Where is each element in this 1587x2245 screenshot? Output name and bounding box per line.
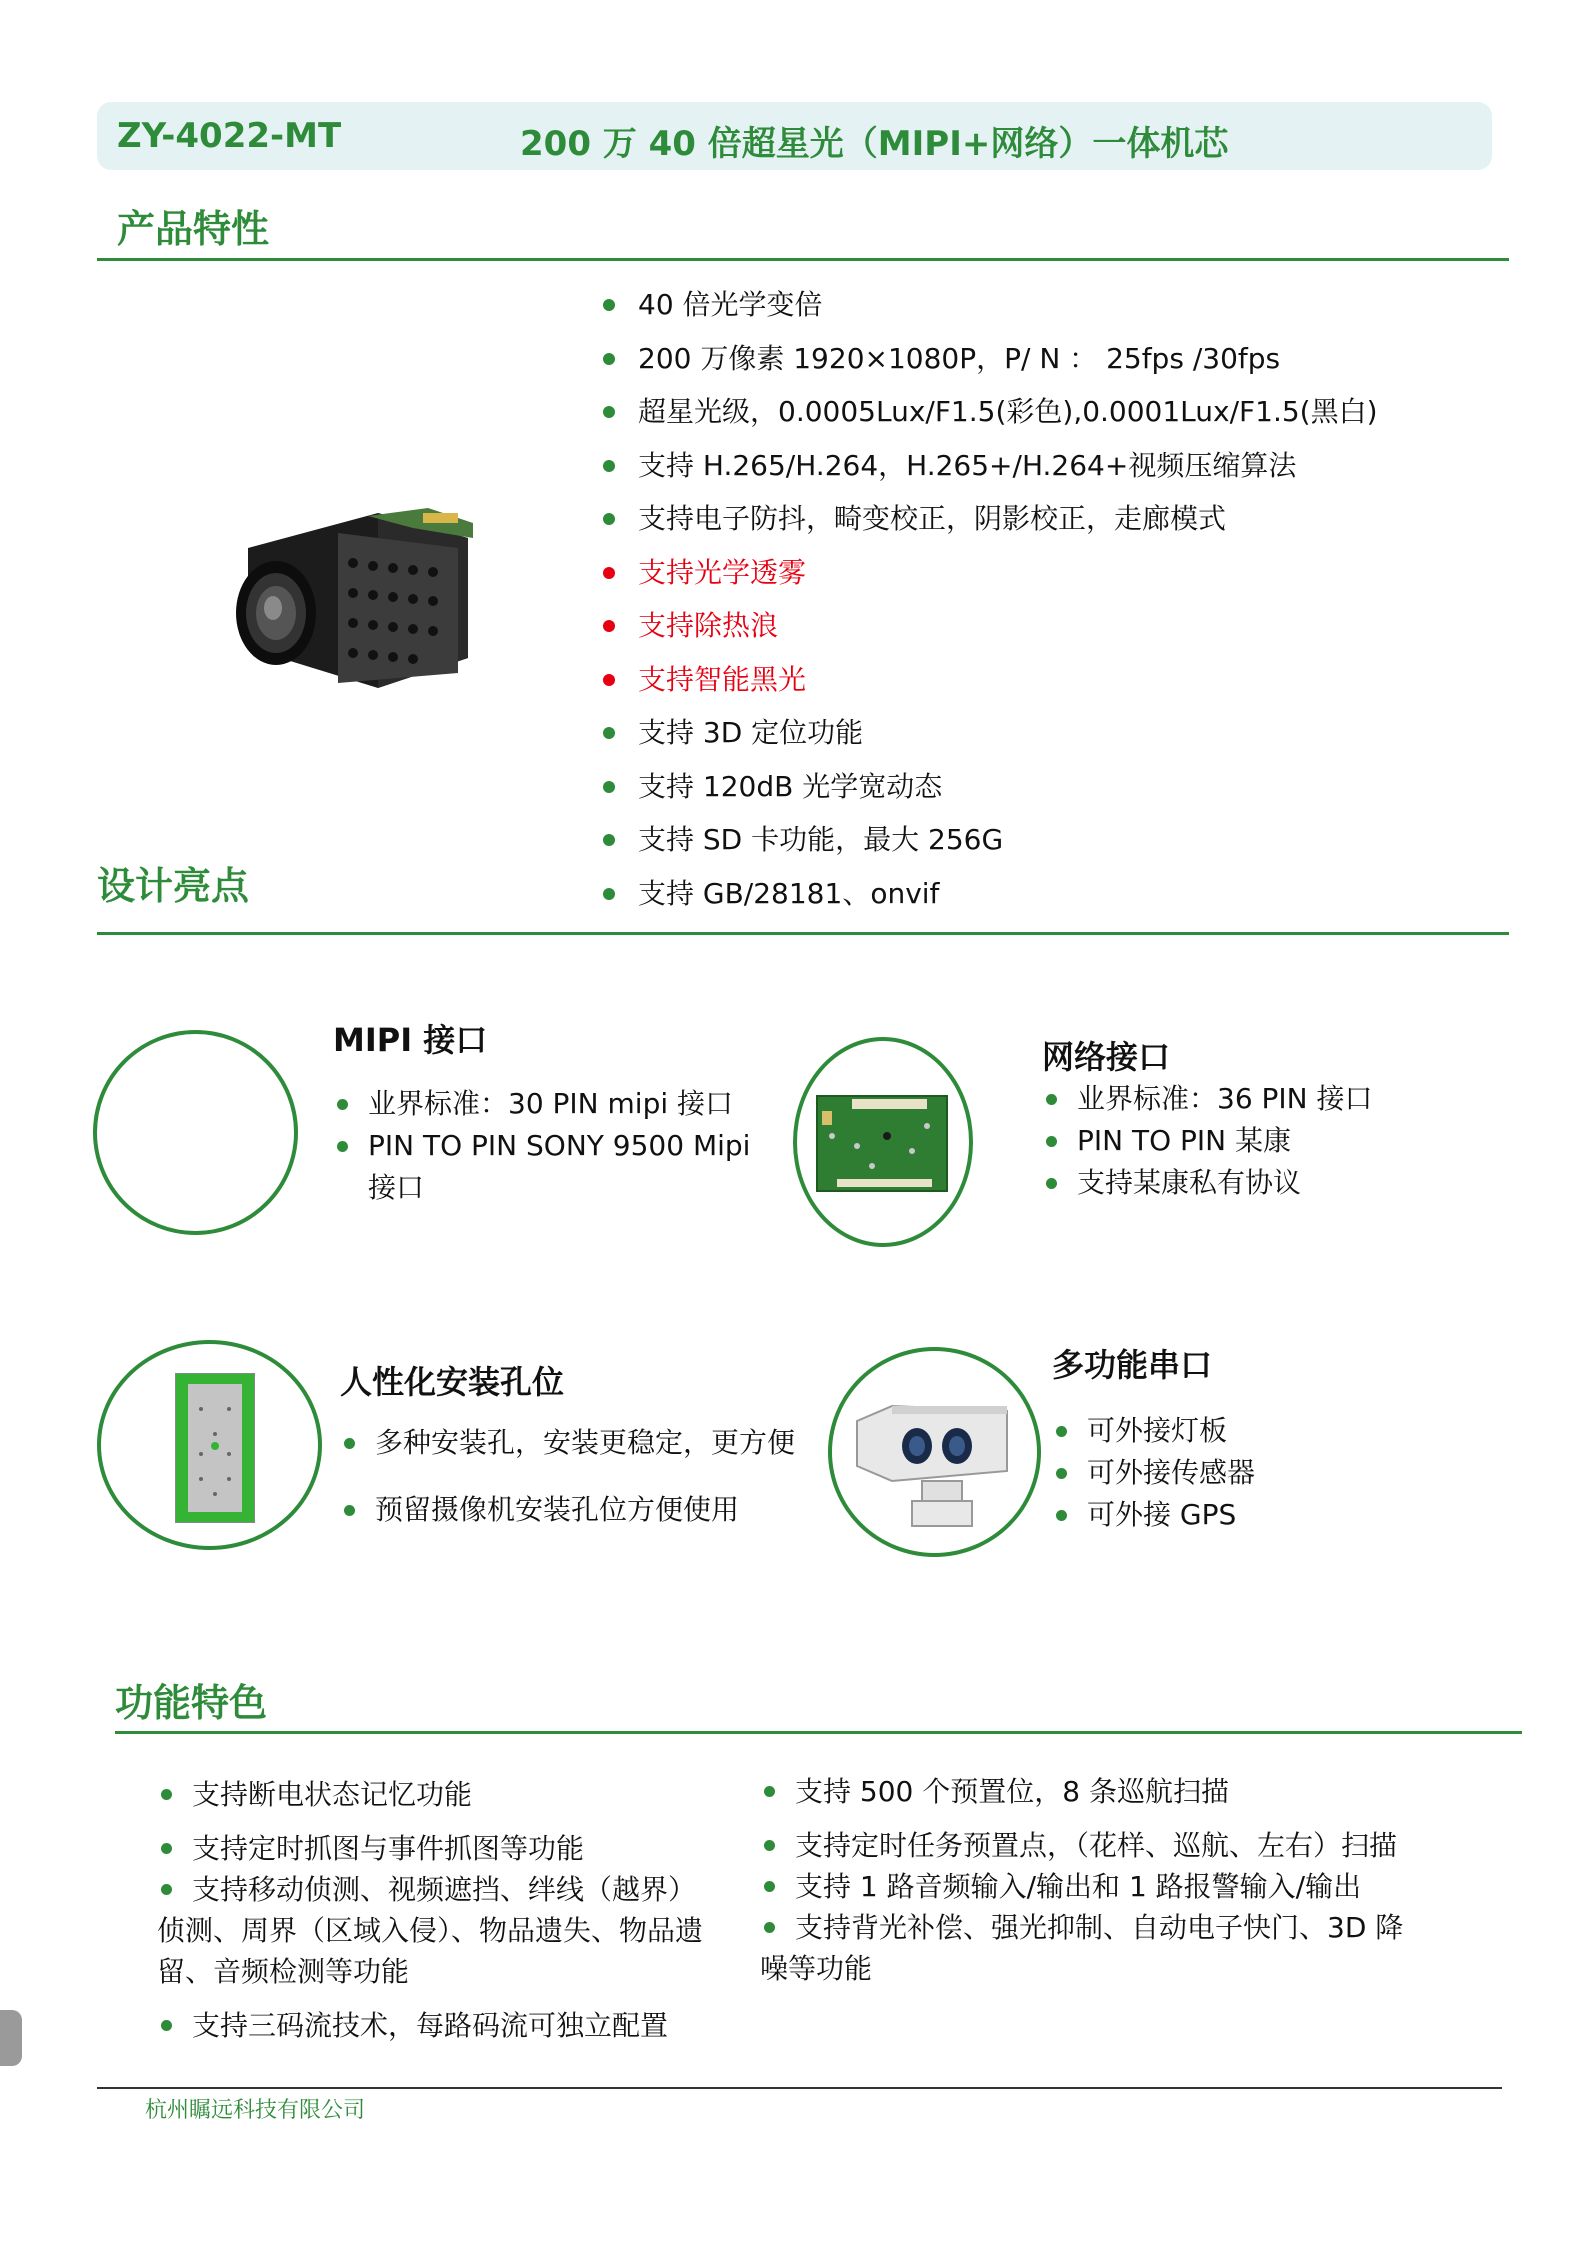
feature-item: 40 倍光学变倍 (603, 285, 1543, 339)
feature-item: 超星光级，0.0005Lux/F1.5(彩色),0.0001Lux/F1.5(黑白) (603, 392, 1543, 446)
function-item: 支持定时任务预置点，（花样、巡航、左右）扫描 (760, 1825, 1410, 1866)
mounting-plate-image (101, 1344, 318, 1546)
feature-item: 支持 GB/28181、onvif (603, 874, 1543, 928)
function-item: 支持 1 路音频输入/输出和 1 路报警输入/输出 (760, 1866, 1410, 1907)
mounting-image-circle (97, 1340, 322, 1550)
serial-item: 可外接传感器 (1052, 1452, 1492, 1494)
function-item: 支持定时抓图与事件抓图等功能 (157, 1828, 712, 1869)
serial-image-circle (828, 1347, 1041, 1557)
functions-section-title: 功能特色 (115, 1681, 268, 1725)
mounting-list (340, 1422, 810, 1531)
feature-item: 支持 SD 卡功能，最大 256G (603, 820, 1543, 874)
function-item: 支持移动侦测、视频遮挡、绊线（越界）侦测、周界（区域入侵）、物品遗失、物品遗留、音频检测等功能 (157, 1873, 704, 1988)
features-section-title: 产品特性 (117, 207, 270, 251)
network-image-circle (793, 1037, 973, 1247)
ptz-camera-image (832, 1351, 1037, 1553)
feature-item: 支持 120dB 光学宽动态 (603, 767, 1543, 821)
mipi-item: 业界标准：30 PIN mipi 接口 (333, 1083, 773, 1125)
bullet-icon (764, 1922, 775, 1933)
feature-item-highlight: 支持智能黑光 (603, 660, 1543, 714)
network-item: 业界标准：36 PIN 接口 (1042, 1078, 1482, 1120)
feature-item: 支持 H.265/H.264，H.265+/H.264+视频压缩算法 (603, 446, 1543, 500)
footer-rule (97, 2087, 1502, 2089)
feature-item: 200 万像素 1920×1080P，P/ N ： 25fps /30fps (603, 339, 1543, 393)
function-item: 支持三码流技术，每路码流可独立配置 (157, 2005, 712, 2046)
mipi-list (333, 1083, 773, 1209)
serial-item: 可外接灯板 (1052, 1410, 1492, 1452)
bullet-icon (161, 1884, 172, 1895)
serial-item: 可外接 GPS (1052, 1494, 1492, 1536)
features-list (603, 285, 1543, 927)
mounting-item: 多种安装孔，安装更稳定，更方便 (340, 1422, 810, 1464)
feature-item: 支持电子防抖，畸变校正，阴影校正，走廊模式 (603, 499, 1543, 553)
page-tab (0, 2010, 22, 2066)
highlights-section-title: 设计亮点 (97, 864, 250, 908)
bullet-icon (764, 1786, 775, 1797)
feature-item: 支持 3D 定位功能 (603, 713, 1543, 767)
network-item: 支持某康私有协议 (1042, 1162, 1482, 1204)
highlights-rule (97, 932, 1509, 935)
feature-item-highlight: 支持光学透雾 (603, 553, 1543, 607)
features-rule (97, 258, 1509, 261)
network-item: PIN TO PIN 某康 (1042, 1120, 1482, 1162)
serial-list (1052, 1410, 1492, 1536)
function-item: 支持背光补偿、强光抑制、自动电子快门、3D 降噪等功能 (760, 1911, 1404, 1985)
bullet-icon (764, 1881, 775, 1892)
functions-left-list (157, 1774, 712, 2046)
network-board-image (797, 1041, 969, 1243)
bullet-icon (764, 1840, 775, 1851)
function-item: 支持断电状态记忆功能 (157, 1774, 712, 1815)
network-title: 网络接口 (1042, 1038, 1171, 1076)
function-item: 支持 500 个预置位，8 条巡航扫描 (760, 1771, 1410, 1812)
network-list (1042, 1078, 1482, 1204)
mipi-title: MIPI 接口 (333, 1021, 488, 1059)
mounting-title: 人性化安装孔位 (340, 1363, 565, 1401)
model-number: ZY-4022-MT (117, 116, 342, 156)
bullet-icon (161, 1843, 172, 1854)
mounting-item: 预留摄像机安装孔位方便使用 (340, 1489, 810, 1531)
serial-title: 多功能串口 (1052, 1346, 1213, 1384)
company-name: 杭州瞩远科技有限公司 (145, 2098, 366, 2123)
product-name: 200 万 40 倍超星光（MIPI+网络）一体机芯 (520, 124, 1229, 164)
mipi-image-circle (93, 1030, 298, 1235)
mipi-item: PIN TO PIN SONY 9500 Mipi 接口 (333, 1125, 773, 1209)
functions-right-list (760, 1771, 1410, 1989)
feature-item-highlight: 支持除热浪 (603, 606, 1543, 660)
functions-rule (115, 1731, 1522, 1734)
camera-module-image (228, 508, 488, 708)
bullet-icon (161, 2020, 172, 2031)
bullet-icon (161, 1789, 172, 1800)
